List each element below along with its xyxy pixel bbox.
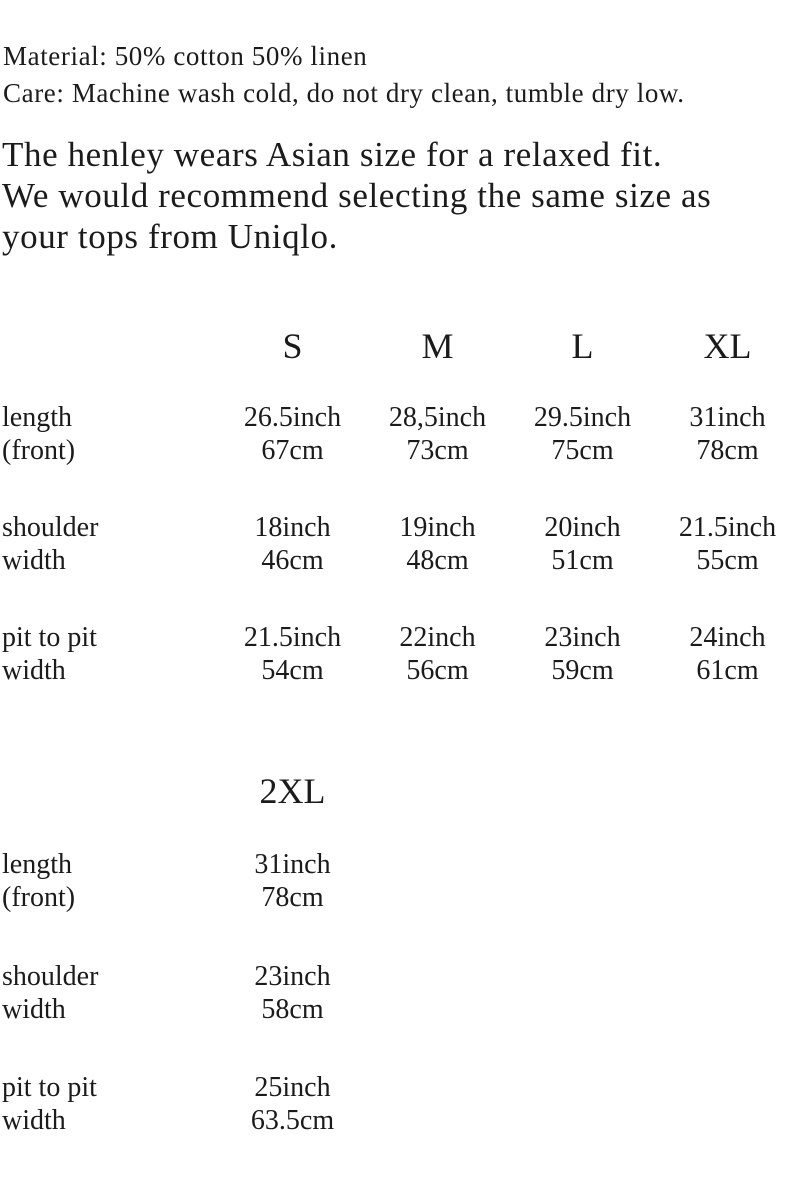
row-label-line-2: width xyxy=(2,545,66,576)
size-value-inch: 28,5inch xyxy=(388,402,487,433)
size-value-inch: 31inch xyxy=(689,402,766,433)
fit-note xyxy=(2,134,711,257)
size-chart-row-shoulder xyxy=(0,511,800,577)
row-label-line-1: shoulder xyxy=(2,961,99,992)
size-value-inch: 31inch xyxy=(254,849,331,880)
product-info-block xyxy=(3,38,685,112)
row-label xyxy=(0,848,220,914)
size-value-inch: 24inch xyxy=(689,622,766,653)
size-value-cell xyxy=(220,960,365,1026)
size-value-cm: 51cm xyxy=(551,545,614,576)
header-cell-m: M xyxy=(421,326,454,366)
size-value-inch: 29.5inch xyxy=(533,402,632,433)
size-value-cm: 58cm xyxy=(261,994,324,1025)
row-label-line-2: width xyxy=(2,994,66,1025)
size-chart-2xl-row-pit-to-pit xyxy=(0,1071,800,1137)
size-value-cm: 46cm xyxy=(261,545,324,576)
header-spacer xyxy=(0,771,220,811)
size-chart-row-length xyxy=(0,401,800,467)
size-value-inch: 26.5inch xyxy=(243,402,342,433)
size-value-cm: 78cm xyxy=(696,435,759,466)
size-value-cm: 63.5cm xyxy=(250,1105,335,1136)
row-label-line-1: length xyxy=(2,402,72,433)
size-value-inch: 20inch xyxy=(544,512,621,543)
size-value-cell xyxy=(510,511,655,577)
size-chart-row-pit-to-pit xyxy=(0,621,800,687)
size-value-cell xyxy=(365,401,510,467)
header-cell-s: S xyxy=(282,326,303,366)
size-value-cell xyxy=(655,511,800,577)
size-value-cell xyxy=(365,621,510,687)
care-line: Care: Machine wash cold, do not dry clean, tumble dry low. xyxy=(3,78,685,108)
row-label xyxy=(0,511,220,577)
size-value-cm: 54cm xyxy=(261,655,324,686)
row-label-line-1: length xyxy=(2,849,72,880)
row-label-line-1: pit to pit xyxy=(2,622,97,653)
size-value-cm: 73cm xyxy=(406,435,469,466)
size-value-cell xyxy=(220,1071,365,1137)
size-value-inch: 21.5inch xyxy=(243,622,342,653)
size-value-inch: 23inch xyxy=(254,961,331,992)
size-chart-2xl-header xyxy=(0,771,800,811)
size-value-cm: 59cm xyxy=(551,655,614,686)
size-value-inch: 25inch xyxy=(254,1072,331,1103)
size-value-inch: 18inch xyxy=(254,512,331,543)
row-label-line-2: (front) xyxy=(2,882,76,913)
row-label xyxy=(0,401,220,467)
size-value-cell xyxy=(655,621,800,687)
fit-note-line-2: We would recommend selecting the same size as xyxy=(2,176,712,215)
row-label xyxy=(0,960,220,1026)
row-label xyxy=(0,1071,220,1137)
header-cell-xl: XL xyxy=(703,326,752,366)
size-value-inch: 23inch xyxy=(544,622,621,653)
size-chart-header xyxy=(0,326,800,366)
size-value-cm: 67cm xyxy=(261,435,324,466)
row-label-line-2: width xyxy=(2,1105,66,1136)
size-value-cell xyxy=(510,621,655,687)
size-value-cell xyxy=(220,848,365,914)
header-cell-l: L xyxy=(571,326,594,366)
size-value-inch: 19inch xyxy=(399,512,476,543)
size-value-cell xyxy=(220,401,365,467)
fit-note-line-1: The henley wears Asian size for a relaxed fit. xyxy=(2,135,663,174)
fit-note-line-3: your tops from Uniqlo. xyxy=(2,217,338,256)
size-value-cm: 48cm xyxy=(406,545,469,576)
size-value-cell xyxy=(655,401,800,467)
size-value-cm: 61cm xyxy=(696,655,759,686)
size-value-cell xyxy=(220,621,365,687)
size-value-cm: 75cm xyxy=(551,435,614,466)
row-label-line-2: (front) xyxy=(2,435,76,466)
size-value-inch: 21.5inch xyxy=(678,512,777,543)
header-cell-2xl: 2XL xyxy=(259,771,326,811)
size-chart-2xl-row-shoulder xyxy=(0,960,800,1026)
row-label-line-1: shoulder xyxy=(2,512,99,543)
size-value-inch: 22inch xyxy=(399,622,476,653)
size-chart-2xl-row-length xyxy=(0,848,800,914)
size-value-cell xyxy=(220,511,365,577)
row-label-line-2: width xyxy=(2,655,66,686)
size-value-cell xyxy=(365,511,510,577)
size-value-cm: 78cm xyxy=(261,882,324,913)
header-spacer xyxy=(0,326,220,366)
size-value-cm: 56cm xyxy=(406,655,469,686)
row-label-line-1: pit to pit xyxy=(2,1072,97,1103)
size-value-cell xyxy=(510,401,655,467)
row-label xyxy=(0,621,220,687)
material-line: Material: 50% cotton 50% linen xyxy=(3,41,368,71)
size-value-cm: 55cm xyxy=(696,545,759,576)
